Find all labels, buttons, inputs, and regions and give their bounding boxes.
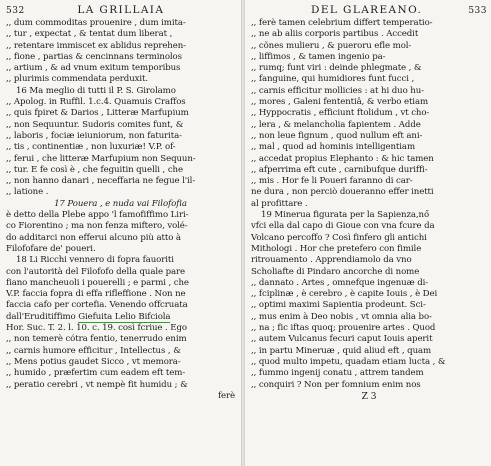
highlighted-phrase: [78, 312, 170, 323]
right-page: [245, 0, 491, 466]
text-line: ,, artium , & ad vnum exitum temporibus: [6, 63, 181, 74]
text-line: fiano mancheuoli i pouerelli ; e parmi , che: [6, 277, 189, 288]
right-text-block-2: [251, 210, 487, 391]
highlighted-line: [6, 312, 235, 323]
text-line: ,, Hyppocratis , efficiunt ftolidum , vt cho-: [251, 108, 430, 119]
text-line: Volcano percoffo ? Così finfero gli antichi: [251, 232, 427, 243]
text-line: ,, lera , & melancholia fapientem . Adde: [251, 119, 421, 130]
text-line: ,, laboris , fociæ ieiuniorum, non faturita-: [6, 130, 182, 141]
text-line: ,, plurimis commendata perduxit.: [6, 74, 149, 85]
text-line: ,, in partu Mineruæ , quid aliud eft , quam: [251, 345, 432, 356]
text-line: ,, afperrima eft cute , carnibufque duriffi-: [251, 164, 428, 175]
text-line: è detto della Plebe appo 'l famofiffimo Liri-: [6, 210, 189, 221]
highlight-underline: [78, 322, 170, 323]
left-page-number: 532: [6, 6, 25, 16]
text-line: con l'autorità del Filofofo della quale pare: [6, 266, 186, 277]
text-line: ,, non leue fignum , quod nullum eft ani-: [251, 130, 423, 141]
text-line: Scholiafte di Pindaro ancorche di nome: [251, 266, 420, 277]
text-line: ,, quis fpiret & Darios , Litteræ Marfupium: [6, 108, 189, 119]
text-line: ,, Apolog. in Ruffil. 1.c.4. Quamuis Craffos: [6, 97, 186, 108]
left-text-block-2: [6, 210, 235, 255]
text-line: ,, dum commoditas prouenire , dum imita-: [6, 18, 186, 28]
text-line: ferè: [217, 390, 235, 401]
right-header-title: DEL GLAREANO.: [311, 4, 423, 16]
signature-mark: Z 3: [361, 391, 377, 402]
left-text-block-4: [6, 323, 235, 402]
text-line: ,, mal , quod ad hominis intelligentiam: [251, 142, 416, 153]
text-line: ,, tur. E fe così è , che feguitin quelli , che: [6, 164, 183, 175]
text-line: Mithologi . Hor che pretefero con fimile: [251, 243, 422, 254]
text-line: Filofofare de' poueri.: [6, 243, 96, 254]
text-line: ,, liffimos , & tamen ingenio pa-: [251, 51, 386, 62]
text-line: ,, fummo ingenij conatu , attrem tandem: [251, 368, 424, 379]
text-line: ,, fione , partias & cencinnans terminolos: [6, 51, 182, 62]
text-line: ,, non temerè cótra fentio, tenerrudo enim: [6, 334, 187, 345]
text-line: ,, Mens potius gaudet Sicco , vt memora-: [6, 356, 181, 367]
text-line: ,, cõnes mulieru , & pueroru efle mol-: [251, 40, 412, 51]
text-line: ,, fanguine, qui humidiores funt fucci ,: [251, 74, 415, 85]
text-line: do additarci non efferui alcuno più atto à: [6, 232, 181, 243]
text-line: ,, carnis humore efficitur , Intellectus , &: [6, 345, 181, 356]
text-line: ,, conquiri ? Non per fomnium enim nos: [251, 379, 421, 390]
text-line: ,, fciplinæ , è cerebro , è capite Iouis , è Dei: [251, 289, 438, 300]
text-line: ,, dannato . Artes , omnefque ingenuæ di-: [251, 277, 429, 288]
left-header-title: LA GRILLAIA: [77, 4, 165, 16]
text-line: ,, retentare immiscet ex ablidus reprehen-: [6, 40, 186, 51]
text-line: ,, mis . Hor fe li Poueri faranno di car-: [251, 176, 413, 187]
text-line: ,, latione .: [6, 187, 49, 198]
text-line: ,, mus enim à Deo nobis , vt omnia alia bo-: [251, 311, 432, 322]
text-line: ,, mores , Galeni fententiâ, & verbo etiam: [251, 97, 429, 108]
highlighted-text: Giefuita Lelio Bifciola: [78, 311, 171, 322]
text-line: ,, ferui , che litteræ Marfupium non Sequun-: [6, 153, 196, 164]
text-line: 16 Ma meglio di tutti il P. S. Girolamo: [16, 85, 176, 96]
text-line: ,, quod multo impetu, quadam etiam lucta , &: [251, 356, 446, 367]
text-line: ,, ferè tamen celebrium differt temperatio-: [251, 18, 433, 28]
text-line: ,, humido , præfertim cum eadem eft tem-: [6, 368, 186, 379]
section-heading: 17 Pouera , e nuda vai Filofofia: [54, 198, 187, 209]
text-line: ,, optimi maximi Sapientia prodeunt. Sci-: [251, 300, 426, 311]
text-line: 19 Minerua figurata per la Sapienza,nő: [261, 210, 430, 221]
text-line: Hor. Suc. T. 2. l. 10. c. 19. così fcriue . Ego: [6, 323, 187, 334]
text-line: ne dura , non perciò doueranno effer inetti: [251, 187, 434, 198]
text-line: ,, peratio cerebri , vt nempè fit humidu ; &: [6, 379, 188, 390]
text-line: 18 Li Ricchi vennero di fopra fauoriti: [16, 255, 174, 266]
text-line: ,, rumq; funt viri : deinde phlegmate , &: [251, 63, 422, 74]
right-running-head: [251, 4, 487, 17]
text-line: V.P. faccia fopra di effa rifleffione . Non ne: [6, 289, 186, 300]
text-line: ,, accedat propius Elephanto : & hic tamen: [251, 153, 434, 164]
highlight-prefix: dall'Eruditiffimo: [6, 311, 79, 322]
left-page: [0, 0, 241, 466]
text-line: co Fiorentino ; ma non fenza miftero, volé-: [6, 221, 188, 232]
text-line: ritrouamento . Apprendiamolo da vno: [251, 255, 412, 266]
text-line: ,, ne ab aliis corporis partibus . Accedit: [251, 29, 419, 40]
left-text-block-1: [6, 18, 235, 199]
text-line: ,, autem Vulcanus fecuri caput Iouis aperit: [251, 334, 433, 345]
text-line: ,, non hanno danari , neceffaria ne fegue l'il-: [6, 176, 196, 187]
text-line: al profittare .: [251, 198, 308, 209]
text-line: ,, na ; fic iftas quoq; prouenire artes . Quod: [251, 323, 436, 334]
text-line: ,, tis , continentiæ , non luxuriæ! V.P. of-: [6, 142, 176, 153]
left-running-head: [6, 4, 235, 17]
right-page-number: 533: [468, 6, 487, 16]
text-line: vfci ella dal capo di Gioue con vna fcure da: [251, 221, 435, 232]
text-line: ,, non Sequuntur. Sudoris comites funt, &: [6, 119, 184, 130]
text-line: faccia cafo per cortefia. Venendo offcruata: [6, 300, 188, 311]
right-text-block-1: [251, 18, 487, 210]
left-text-block-3: [6, 255, 235, 311]
text-line: ,, carnis efficitur mollicies : at hi duo hu-: [251, 85, 424, 96]
text-line: ,, tur , expectat , & tentat dum liberat ,: [6, 29, 173, 40]
